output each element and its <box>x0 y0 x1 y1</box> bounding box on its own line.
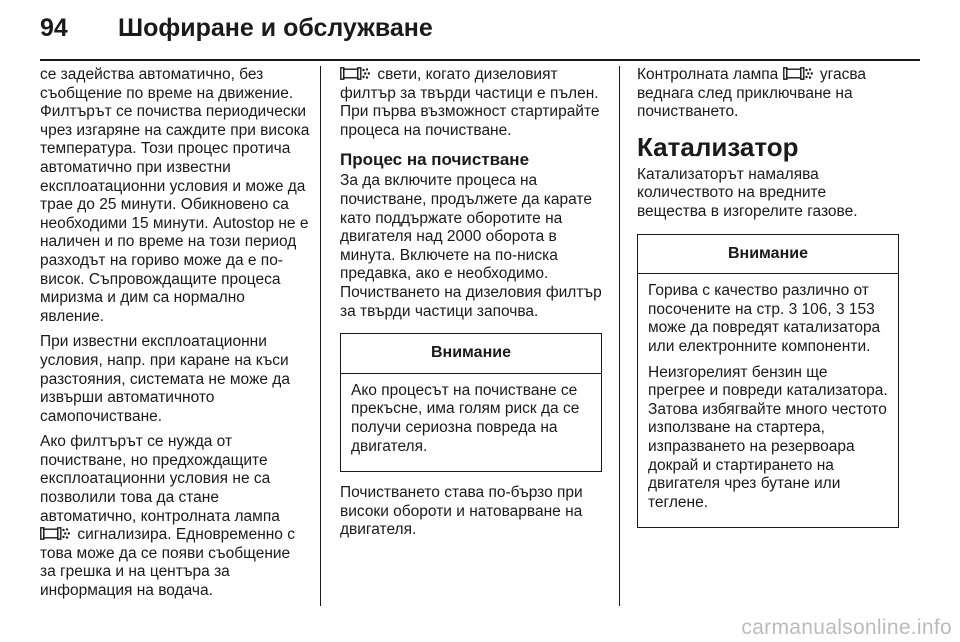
caution-box <box>340 333 602 472</box>
paragraph <box>340 66 602 140</box>
paragraph-text: сигнализира. Едновременно с това може да се появи съобщение за грешка и на центъра за информация на водача. <box>40 526 295 600</box>
caution-text: Ако процесът на почистване се прекъсне, има голям риск да се получи сериозна повреда на двигателя. <box>351 381 580 455</box>
page-number: 94 <box>40 14 68 42</box>
page-reference-link[interactable]: 153 <box>848 300 875 318</box>
paragraph-text: угасва веднага след приключване на почистването. <box>637 66 867 121</box>
caution-body <box>341 374 601 471</box>
paragraph: При известни експлоатационни условия, напр. при каране на къси разстояния, системата не може да извърши автоматичното самопочистване. <box>40 333 290 425</box>
caution-body <box>638 274 898 527</box>
caution-text-part: може да повредят катализатора или електронните компоненти. <box>648 319 881 355</box>
paragraph: Почистването става по-бързо при високи обороти и натоварване на двигателя. <box>340 484 583 539</box>
paragraph <box>40 433 310 600</box>
diesel-particulate-filter-icon <box>340 67 371 80</box>
paragraph: Катализаторът намалява количеството на вредните вещества в изгорелите газове. <box>637 165 858 220</box>
paragraph: За да включите процеса на почистване, продължете да карате като поддържате оборотите на двигателя над 2000 оборота в минута. Включете на по-ниска предавка, ако е необходимо. Почистването на дизеловия филтър за твърди частици започва. <box>340 172 602 320</box>
paragraph: се задейства автоматично, без съобщение по време на движение. Филтърът се почиства периодически чрез изгаряне на саждите при висока температура. Този процес протича автоматично при известни експлоатационни условия и може да трае до 25 минути. Обикновено са необходими 15 минути. Autostop не е наличен и по време на този период разходът на гориво може да е по-висок. Съпровождащите процеса миризма и дим са нормално явление. <box>40 66 310 325</box>
page-reference-link[interactable]: 106, <box>801 300 832 318</box>
column-middle <box>340 66 602 547</box>
caution-box <box>637 234 899 529</box>
diesel-particulate-filter-icon <box>40 527 71 540</box>
caution-text: Неизгорелият бензин ще прегрее и повреди катализатора. Затова избягвайте много честото използване на стартера, изпразването на резервоара докрай и стартирането на двигателя чрез бутане или теглене. <box>648 363 888 511</box>
section-heading: Катализатор <box>637 131 799 162</box>
column-right <box>637 66 899 540</box>
caution-text-part: Горива с качество различно от посочените на стр. <box>648 282 869 318</box>
caution-title: Внимание <box>638 235 898 275</box>
caution-text <box>648 282 888 356</box>
column-divider <box>320 66 321 606</box>
column-left <box>40 66 310 608</box>
column-divider <box>619 66 620 606</box>
paragraph-text: Контролната лампа <box>637 66 779 83</box>
diesel-particulate-filter-icon <box>783 67 814 80</box>
paragraph-text: свети, когато дизеловият филтър за твърди частици е пълен. При първа възможност стартирайте процеса на почистване. <box>340 66 600 139</box>
watermark: carmanualsonline.info <box>741 616 952 639</box>
paragraph-text: Ако филтърът се нужда от почистване, но предхождащите експлоатационни условия не са позволили това да стане автоматично, контролната лампа <box>40 433 280 525</box>
chapter-title: Шофиране и обслужване <box>118 14 433 42</box>
paragraph <box>637 66 899 122</box>
caution-title: Внимание <box>341 334 601 374</box>
page-ref-arrow-icon: 3 <box>788 300 798 318</box>
header-rule <box>40 59 920 61</box>
page-ref-arrow-icon: 3 <box>835 300 845 318</box>
section-heading: Процес на почистване <box>340 150 530 170</box>
page-header <box>0 0 960 60</box>
